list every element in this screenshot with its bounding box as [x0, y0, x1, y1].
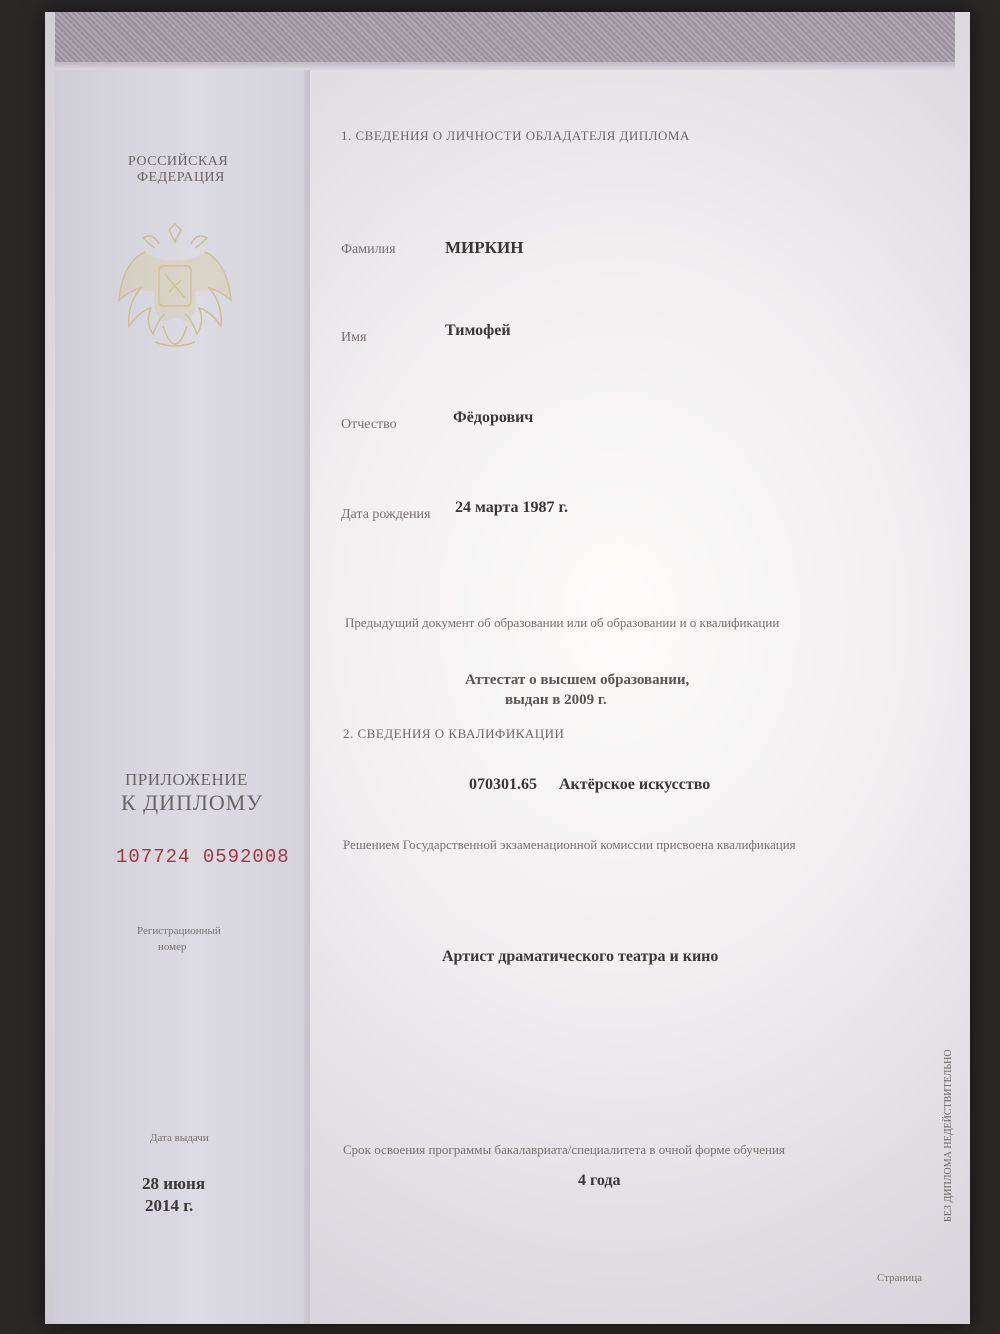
- name-label: Имя: [341, 330, 367, 345]
- specialty-code: 070301.65: [469, 776, 537, 793]
- birth-date-label: Дата рождения: [341, 507, 431, 522]
- country-line2: ФЕДЕРАЦИЯ: [137, 170, 225, 185]
- previous-document-line2: выдан в 2009 г.: [505, 692, 607, 708]
- diploma-appendix-page: [45, 12, 970, 1324]
- surname-value: МИРКИН: [445, 238, 524, 257]
- patronymic-label: Отчество: [341, 417, 397, 432]
- coat-of-arms-emblem: [115, 222, 235, 367]
- patronymic-value: Фёдорович: [453, 409, 534, 426]
- side-validity-note: БЕЗ ДИПЛОМА НЕДЕЙСТВИТЕЛЬНО: [943, 1049, 954, 1222]
- program-term-value: 4 года: [578, 1172, 621, 1189]
- registration-label-line1: Регистрационный: [137, 925, 221, 937]
- name-value: Тимофей: [445, 322, 511, 339]
- registration-label-line2: номер: [158, 941, 187, 953]
- issue-date-label: Дата выдачи: [150, 1132, 209, 1144]
- issue-date-line2: 2014 г.: [145, 1196, 194, 1215]
- qualification-decision-label: Решением Государственной экзаменационной комиссии присвоена квалификация: [343, 837, 796, 852]
- section1-heading: 1. СВЕДЕНИЯ О ЛИЧНОСТИ ОБЛАДАТЕЛЯ ДИПЛОМА: [341, 128, 690, 143]
- country-line1: РОССИЙСКАЯ: [128, 154, 229, 169]
- issue-date-line1: 28 июня: [142, 1174, 206, 1193]
- section2-heading: 2. СВЕДЕНИЯ О КВАЛИФИКАЦИИ: [343, 726, 565, 741]
- previous-document-line1: Аттестат о высшем образовании,: [465, 672, 690, 688]
- security-pattern-band: [55, 12, 955, 70]
- appendix-title-line1: ПРИЛОЖЕНИЕ: [125, 770, 248, 789]
- previous-document-label: Предыдущий документ об образовании или об образовании и о квалификации: [345, 615, 780, 630]
- program-term-label: Срок освоения программы бакалавриата/специалитета в очной форме обучения: [343, 1142, 785, 1157]
- birth-date-value: 24 марта 1987 г.: [455, 499, 568, 516]
- specialty-name: Актёрское искусство: [559, 776, 711, 793]
- surname-label: Фамилия: [341, 242, 396, 257]
- qualification-value: Артист драматического театра и кино: [442, 948, 719, 965]
- appendix-title-line2: К ДИПЛОМУ: [121, 790, 263, 815]
- serial-number: 107724 0592008: [116, 846, 290, 868]
- page-label: Страница: [877, 1272, 923, 1284]
